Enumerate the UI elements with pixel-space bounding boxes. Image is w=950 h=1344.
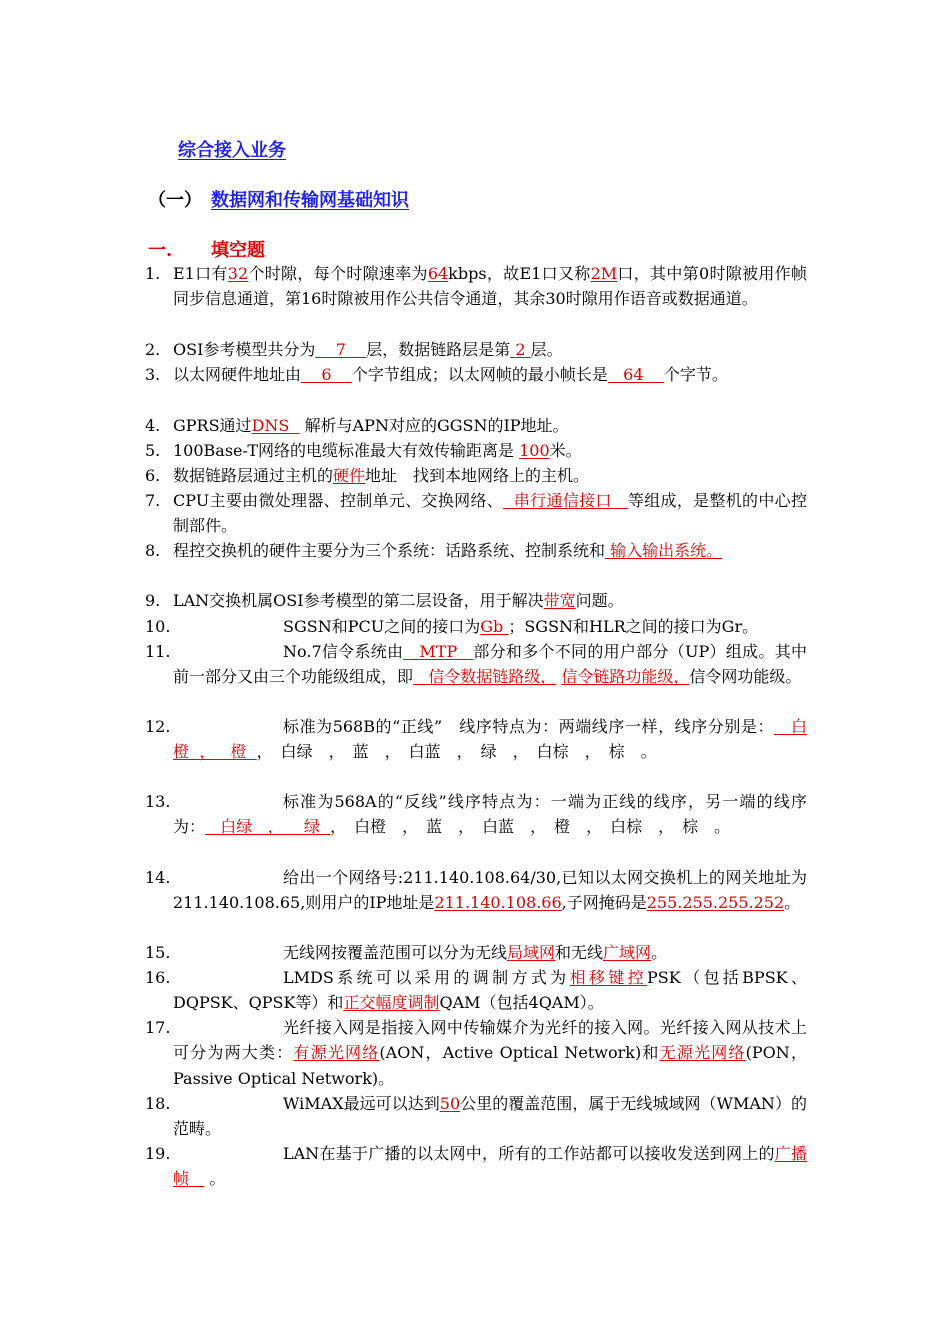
answer: 局域网	[507, 943, 556, 962]
question-14	[145, 865, 807, 916]
question-number: 17.	[145, 1018, 171, 1037]
answer: 211.140.108.66	[434, 893, 562, 913]
question-number: 6.	[145, 466, 161, 485]
answer: MTP	[419, 642, 458, 661]
question-text: E1口有	[173, 264, 228, 283]
answer: 无源光网络	[659, 1043, 746, 1063]
question-number: 19.	[145, 1144, 171, 1163]
question-text: LAN在基于广播的以太网中，所有的工作站都可以接收发送到网上的	[283, 1144, 775, 1163]
question-text: ，	[199, 742, 216, 762]
answer: 硬件	[333, 466, 366, 485]
answer: 有源光网络	[293, 1043, 380, 1063]
question-8	[145, 538, 807, 563]
question-text: 个时隙，每个时隙速率为	[248, 264, 428, 283]
question-17	[145, 1015, 807, 1091]
document-title: 综合接入业务	[178, 140, 286, 161]
answer: DNS	[251, 416, 290, 435]
question-3	[145, 362, 807, 387]
question-number: 16.	[145, 968, 171, 987]
question-text: SGSN和PCU之间的接口为	[283, 617, 481, 636]
question-13	[145, 789, 807, 840]
answer: 2	[515, 340, 526, 359]
question-2	[145, 337, 807, 362]
question-text: 口，其中第0时隙被用作帧同步信息通道，第16时隙被用作公共信令通道，其余30时隙用作语音或数据通道。	[173, 264, 807, 309]
question-18	[145, 1091, 807, 1142]
question-7	[145, 488, 807, 539]
question-text: 标准为568A的“反线”线序特点为：一端为正线的线序，另一端的线序为：	[173, 792, 807, 837]
answer: 64	[427, 264, 449, 283]
question-6	[145, 463, 807, 488]
question-text: QAM（包括4QAM）。	[439, 993, 604, 1013]
question-text: LMDS系统可以采用的调制方式为	[283, 968, 570, 987]
section-number: （一）	[148, 190, 202, 211]
question-number: 1.	[145, 264, 161, 283]
answer: 相移键控	[569, 968, 648, 987]
question-text: 无线网按覆盖范围可以分为无线	[283, 943, 508, 962]
subsection-title: 填空题	[211, 240, 265, 261]
question-5	[145, 438, 807, 463]
answer: 信令数据链路级，	[428, 667, 557, 687]
question-text: 。	[784, 893, 801, 913]
question-number: 15.	[145, 943, 171, 962]
question-text: OSI参考模型共分为	[173, 340, 316, 359]
question-text: 信令网功能级。	[689, 667, 802, 687]
question-text: GPRS通过	[173, 416, 252, 435]
answer: 白绿	[220, 817, 253, 837]
question-text: 层。	[530, 340, 563, 359]
question-number: 14.	[145, 868, 171, 887]
question-text: 等组成，是整机的中心控制部件。	[173, 491, 807, 536]
answer: 100	[519, 441, 550, 460]
question-text: ,子网掩码是	[561, 893, 647, 913]
question-number: 2.	[145, 340, 161, 359]
answer: 白橙	[173, 717, 807, 762]
question-number: 13.	[145, 792, 171, 811]
answer: 橙	[230, 742, 247, 762]
answer: Gb	[480, 617, 504, 636]
question-text: 100Base-T网络的电缆标准最大有效传输距离是	[173, 441, 515, 460]
question-number: 3.	[145, 365, 161, 384]
question-text: 光纤接入网是指接入网中传输媒介为光纤的接入网。光纤接入网从技术上可分为两大类：	[173, 1018, 807, 1063]
answer: 信令链路功能级，	[561, 667, 690, 687]
question-number: 8.	[145, 541, 161, 560]
question-text: WiMAX最远可以达到	[283, 1094, 440, 1113]
question-text: ， 白橙 ， 蓝 ， 白蓝 ， 橙 ， 白棕 ， 棕 。	[330, 817, 731, 837]
answer: 串行通信接口	[513, 491, 612, 510]
question-text: ， 白绿 ， 蓝 ， 白蓝 ， 绿 ， 白棕 ， 棕 。	[256, 742, 657, 762]
question-text: kbps，故E1口又称	[448, 264, 591, 283]
section-title: 数据网和传输网基础知识	[211, 190, 409, 211]
answer: 绿	[303, 817, 320, 837]
answer: 32	[227, 264, 249, 283]
question-text: 个字节。	[663, 365, 728, 384]
question-16	[145, 965, 807, 1016]
answer: 正交幅度调制	[343, 993, 440, 1013]
question-number: 7.	[145, 491, 161, 510]
question-text: 问题。	[575, 591, 624, 610]
answer: 广域网	[603, 943, 652, 962]
question-12	[145, 714, 807, 765]
question-text: (PON，Passive Optical Network)。	[173, 1043, 807, 1088]
question-text: 层，数据链路层是第	[366, 340, 511, 359]
question-text: 解析与APN对应的GGSN的IP地址。	[304, 416, 569, 435]
question-text: (AON，Active Optical Network)和	[379, 1043, 660, 1063]
question-text: 公里的覆盖范围，属于无线城域网（WMAN）的范畴。	[173, 1094, 807, 1139]
answer: 7	[335, 340, 346, 359]
question-number: 10.	[145, 617, 171, 636]
subsection-number: 一.	[148, 240, 173, 261]
answer: 带宽	[543, 591, 576, 610]
question-text: 程控交换机的硬件主要分为三个系统：话路系统、控制系统和	[173, 541, 606, 560]
answer: 输入输出系统	[610, 541, 707, 560]
question-text: 个字节组成；以太网帧的最小帧长是	[351, 365, 608, 384]
question-text: 部分和多个不同的用户部分（UP）组成。其中前一部分又由三个功能级组成，即	[173, 642, 807, 687]
question-number: 5.	[145, 441, 161, 460]
question-text: 以太网硬件地址由	[173, 365, 302, 384]
question-text: 和无线	[555, 943, 604, 962]
question-11	[145, 639, 807, 690]
question-text: LAN交换机属OSI参考模型的第二层设备，用于解决	[173, 591, 544, 610]
question-text: CPU主要由微处理器、控制单元、交换网络、	[173, 491, 504, 510]
question-4	[145, 413, 807, 438]
question-text: ，	[267, 817, 284, 837]
question-text: ；SGSN和HLR之间的接口为Gr。	[508, 617, 759, 636]
question-number: 11.	[145, 642, 171, 661]
answer: 广播帧	[173, 1144, 807, 1189]
answer: 255.255.255.252	[646, 893, 785, 913]
answer: 64	[623, 365, 644, 384]
question-10	[145, 614, 807, 639]
question-text: 。	[209, 1169, 226, 1189]
question-text: 给出一个网络号:211.140.108.64/30,已知以太网交换机上的网关地址为211.140.108.65,则用户的IP地址是	[173, 868, 807, 913]
question-text: 米。	[549, 441, 582, 460]
question-number: 9.	[145, 591, 161, 610]
question-text: 数据链路层通过主机的	[173, 466, 334, 485]
answer: 2M	[590, 264, 618, 283]
question-text: 地址 找到本地网络上的主机。	[365, 466, 590, 485]
answer: 6	[321, 365, 332, 384]
question-text: 。	[706, 541, 723, 560]
question-number: 4.	[145, 416, 161, 435]
question-19	[145, 1141, 807, 1192]
question-1	[145, 261, 807, 312]
question-number: 18.	[145, 1094, 171, 1113]
question-text: 。	[651, 943, 668, 962]
question-text: PSK（包括BPSK、DQPSK、QPSK等）和	[173, 968, 807, 1013]
answer: 50	[439, 1094, 461, 1113]
question-number: 12.	[145, 717, 171, 736]
question-9	[145, 588, 807, 613]
question-text: No.7信令系统由	[283, 642, 404, 661]
question-15	[145, 940, 807, 965]
question-text: 标准为568B的“正线” 线序特点为：两端线序一样，线序分别是：	[283, 717, 775, 736]
